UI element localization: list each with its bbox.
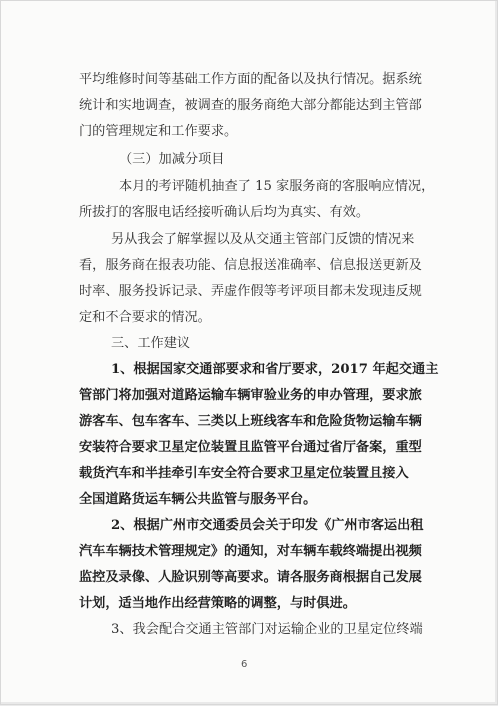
bold-text-line: 监控及录像、人脸识别等高要求。请各服务商根据自己发展 — [79, 570, 422, 585]
document-body — [1, 1, 498, 706]
text-line: 另从我会了解掌握以及从交通主管部门反馈的情况来 — [111, 232, 415, 247]
bold-text-line: 载货汽车和半挂牵引车安全符合要求卫星定位装置且接入 — [79, 466, 409, 481]
bold-text-line: 安装符合要求卫星定位装置且监管平台通过省厅备案，重型 — [79, 440, 422, 455]
bold-text-line: 管部门将加强对道路运输车辆审验业务的申办管理，要求旅 — [79, 388, 422, 403]
text-line: 定和不合要求的情况。 — [79, 310, 211, 325]
text-line: 统计和实地调查，被调查的服务商绝大部分都能达到主管部 — [79, 98, 422, 113]
bold-text-line: 游客车、包车客车、三类以上班线客车和危险货物运输车辆 — [79, 414, 422, 429]
text-line: 门的管理规定和工作要求。 — [79, 124, 238, 139]
page-number: 6 — [241, 659, 248, 670]
text-line: 看，服务商在报表功能、信息报送准确率、信息报送更新及 — [79, 258, 422, 273]
section-heading: 三、工作建议 — [111, 336, 191, 351]
text-line: 3、我会配合交通主管部门对运输企业的卫星定位终端 — [111, 622, 423, 637]
text-line: 本月的考评随机抽查了 15 家服务商的客服响应情况， — [119, 179, 435, 194]
text-line: 时率、服务投诉记录、弄虚作假等考评项目都未发现违反规 — [79, 284, 422, 299]
bold-text-line: 全国道路货运车辆公共监管与服务平台。 — [79, 492, 317, 507]
bold-text-line: 2、根据广州市交通委员会关于印发《广州市客运出租 — [111, 518, 424, 533]
text-line: 平均维修时间等基础工作方面的配备以及执行情况。据系统 — [79, 72, 422, 87]
bold-text-line: 计划，适当地作出经营策略的调整，与时俱进。 — [79, 596, 356, 611]
section-heading: （三）加减分项目 — [119, 152, 225, 167]
bold-text-line: 1、根据国家交通部要求和省厅要求，2017 年起交通主 — [111, 362, 439, 377]
text-line: 所拔打的客服电话经接听确认后均为真实、有效。 — [79, 205, 370, 220]
bold-text-line: 汽车车辆技术管理规定》的通知，对车辆车载终端提出视频 — [79, 544, 422, 559]
